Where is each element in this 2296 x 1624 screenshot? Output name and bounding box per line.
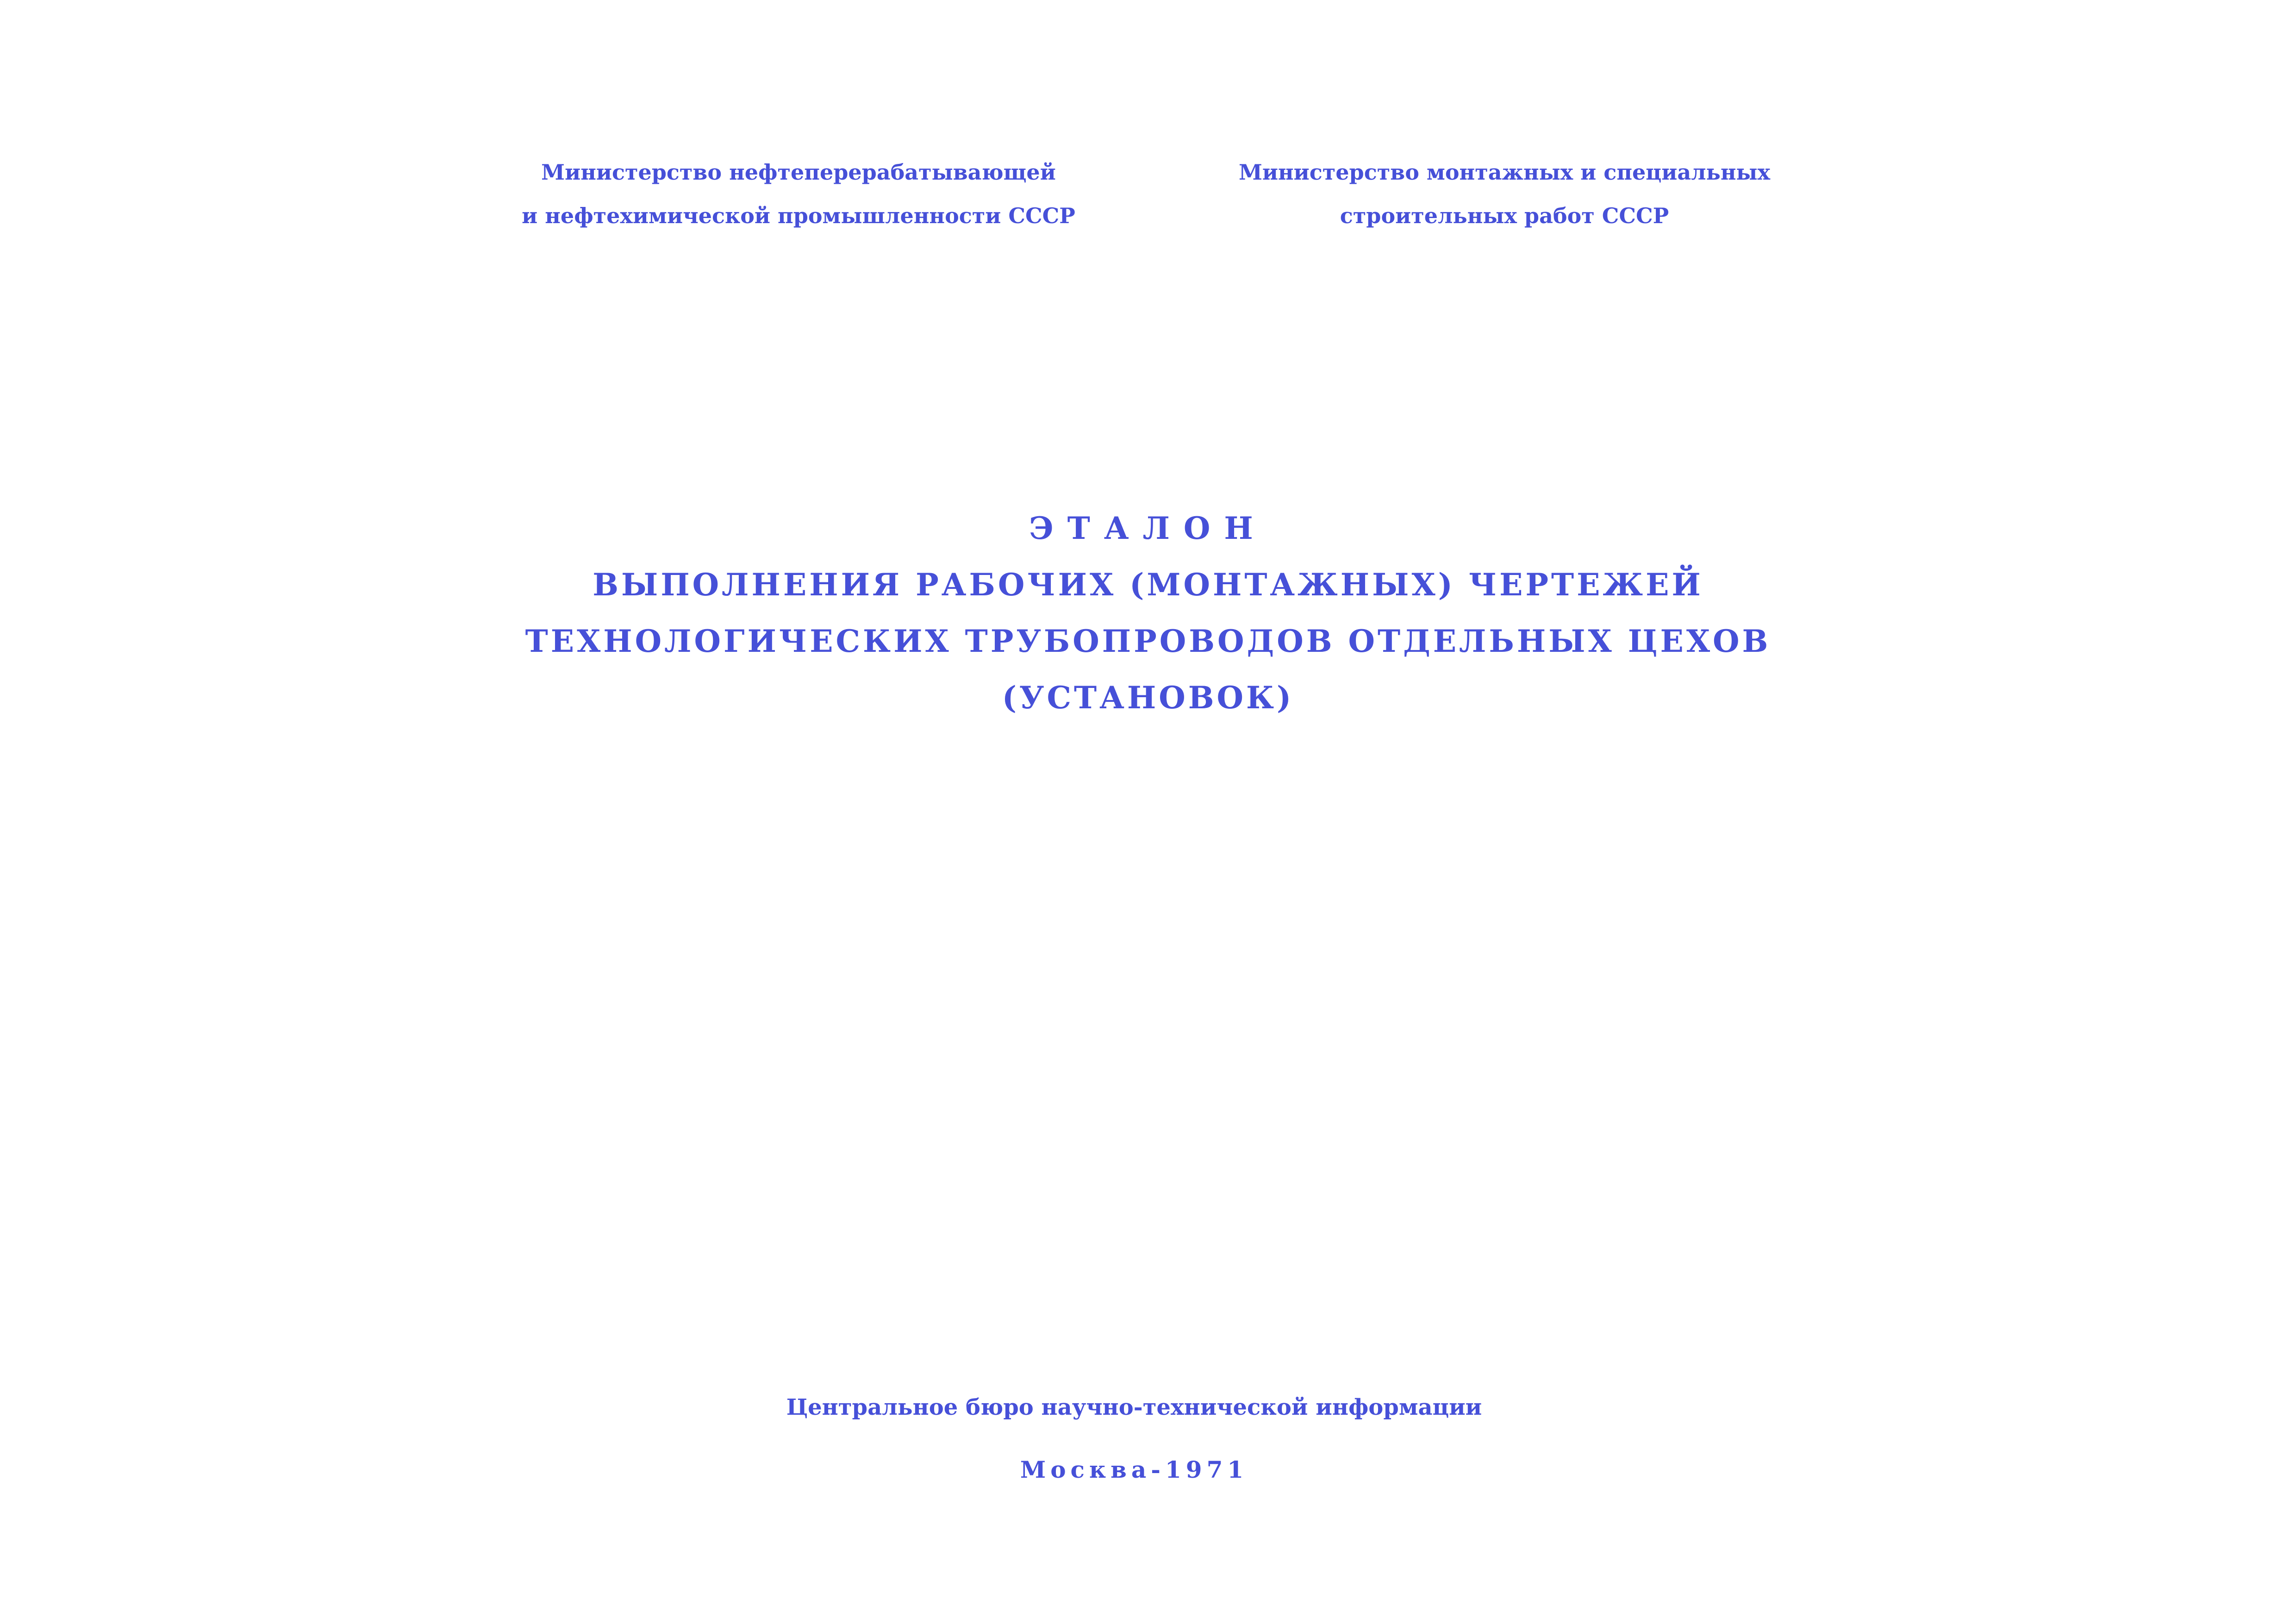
- title-line-2: ВЫПОЛНЕНИЯ РАБОЧИХ (МОНТАЖНЫХ) ЧЕРТЕЖЕЙ: [593, 567, 1703, 603]
- left-ministry-block: [486, 150, 1111, 237]
- right-ministry-block: [1204, 150, 1805, 237]
- title-line-1: ЭТАЛОН: [1029, 510, 1267, 546]
- city-and-year: Москва-1971: [1020, 1456, 1248, 1483]
- title-line-4: (УСТАНОВОК): [1002, 680, 1294, 716]
- right-ministry-line-2: строительных работ СССР: [1340, 203, 1669, 228]
- publisher-name: Центральное бюро научно-технической информации: [786, 1394, 1482, 1420]
- title-line-3: ТЕХНОЛОГИЧЕСКИХ ТРУБОПРОВОДОВ ОТДЕЛЬНЫХ ЦЕХОВ: [525, 623, 1771, 659]
- left-ministry-line-1: Министерство нефтеперерабатывающей: [541, 160, 1056, 185]
- left-ministry-line-2: и нефтехимической промышленности СССР: [522, 203, 1075, 228]
- document-title: [463, 500, 1833, 726]
- right-ministry-line-1: Министерство монтажных и специальных: [1238, 160, 1771, 185]
